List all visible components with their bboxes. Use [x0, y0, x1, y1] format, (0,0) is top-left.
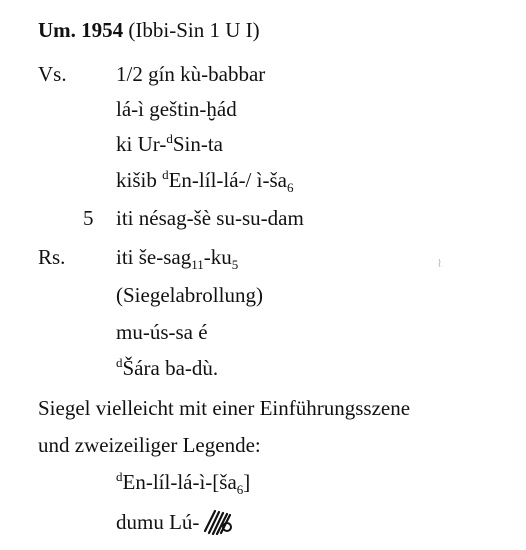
obverse-line-2: lá-ì geštin-ḫád [116, 97, 237, 121]
obverse-label: Vs. [38, 62, 67, 86]
obverse-line-3: ki Ur-$^d$Sin-ta [116, 131, 223, 156]
reverse-line-2: (Siegelabrollung) [116, 283, 263, 307]
reverse-line-1: iti $še-sag_{11}-ku_5$ [116, 245, 239, 272]
reverse-line-4: $^d$Šára ba-dù. [116, 355, 219, 380]
obverse-line-1: 1/2 gín kù-babbar [116, 62, 266, 86]
scan-speck [437, 258, 442, 268]
tablet-id: Um. 1954 [38, 18, 124, 42]
seal-legend-line-1: $^dEn-líl-lá-ì-[ša_6]$ [116, 469, 251, 497]
commentary-line-2: und zweizeiliger Legende: [38, 433, 261, 457]
reverse-label: Rs. [38, 245, 66, 269]
seal-legend-line-2: dumu Lú- [116, 509, 233, 535]
reverse-line-3: mu-ús-sa é [116, 320, 208, 344]
obverse-line-4: kišib $^d$En-líl-lá-/ $ì-ša_6$ [116, 167, 294, 195]
obverse-line-5: iti nésag-šè su-su-dam [116, 206, 304, 230]
line-number: 5 [83, 206, 94, 230]
document-header [38, 18, 260, 42]
seal-damage-hatching-icon [203, 509, 233, 535]
commentary-line-1: Siegel vielleicht mit einer Einführungsszene [38, 396, 411, 420]
tablet-date: (Ibbi-Sin 1 U I) [128, 18, 260, 42]
